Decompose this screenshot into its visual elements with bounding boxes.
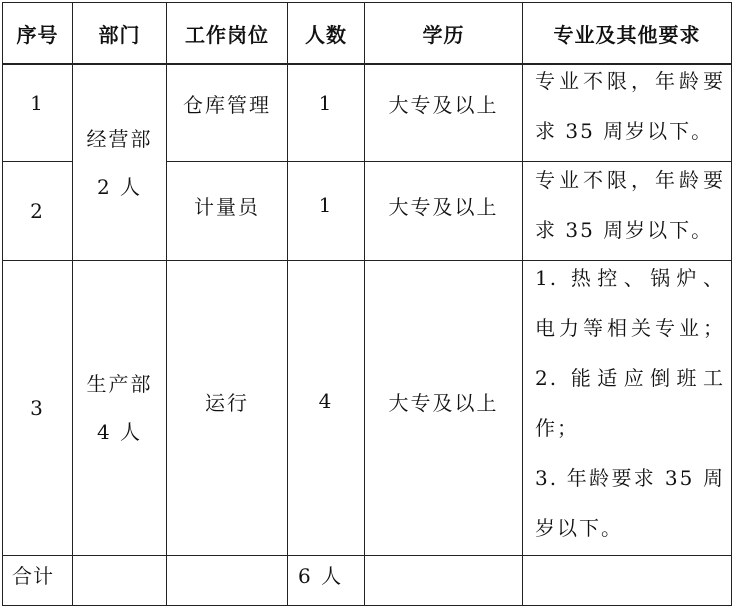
row-2-count: 1 xyxy=(318,193,334,217)
requirement-line: 2. 能适应倒班工 xyxy=(535,366,725,390)
department-count: 2 人 xyxy=(96,174,143,199)
header-count: 人数 xyxy=(305,22,347,47)
row-1-count: 1 xyxy=(318,91,334,115)
row-divider-3 xyxy=(2,555,732,556)
total-count: 6 人 xyxy=(298,563,344,588)
department-name: 经营部 xyxy=(86,126,153,151)
row-1-requirements xyxy=(523,56,731,156)
header-position: 工作岗位 xyxy=(185,22,269,47)
requirement-line: 电力等相关专业； xyxy=(535,316,725,340)
department-production xyxy=(73,261,166,555)
header-department: 部门 xyxy=(98,22,141,47)
row-2-index: 2 xyxy=(30,199,45,223)
header-index: 序号 xyxy=(16,22,59,47)
row-2-education: 大专及以上 xyxy=(388,194,499,219)
row-3-position: 运行 xyxy=(205,390,249,415)
row-3-requirements xyxy=(523,253,731,553)
header-requirements: 专业及其他要求 xyxy=(553,22,701,47)
row-2-position: 计量员 xyxy=(194,194,260,219)
border-bottom xyxy=(2,605,732,606)
total-label: 合计 xyxy=(12,563,54,588)
row-3-index: 3 xyxy=(30,396,45,420)
requirement-line: 专业不限，年龄要 xyxy=(535,69,725,93)
department-name: 生产部 xyxy=(86,372,153,396)
requirement-line: 作； xyxy=(535,416,579,440)
department-operations xyxy=(73,65,166,260)
requirement-line: 求 35 周岁以下。 xyxy=(535,119,714,143)
requirement-line: 1. 热控、锅炉、 xyxy=(535,266,725,290)
row-1-index: 1 xyxy=(30,91,45,115)
header-education: 学历 xyxy=(422,22,465,47)
requirement-line: 专业不限，年龄要 xyxy=(535,168,725,192)
requirement-line: 求 35 周岁以下。 xyxy=(535,218,714,242)
row-1-education: 大专及以上 xyxy=(388,92,499,117)
department-count: 4 人 xyxy=(96,420,143,444)
row-1-position: 仓库管理 xyxy=(183,92,271,117)
row-3-count: 4 xyxy=(318,389,334,413)
row-3-education: 大专及以上 xyxy=(388,390,499,415)
requirement-line: 3. 年龄要求 35 周 xyxy=(535,466,725,490)
row-2-requirements xyxy=(523,155,731,255)
border-right xyxy=(731,2,732,606)
requirement-line: 岁以下。 xyxy=(535,516,623,540)
